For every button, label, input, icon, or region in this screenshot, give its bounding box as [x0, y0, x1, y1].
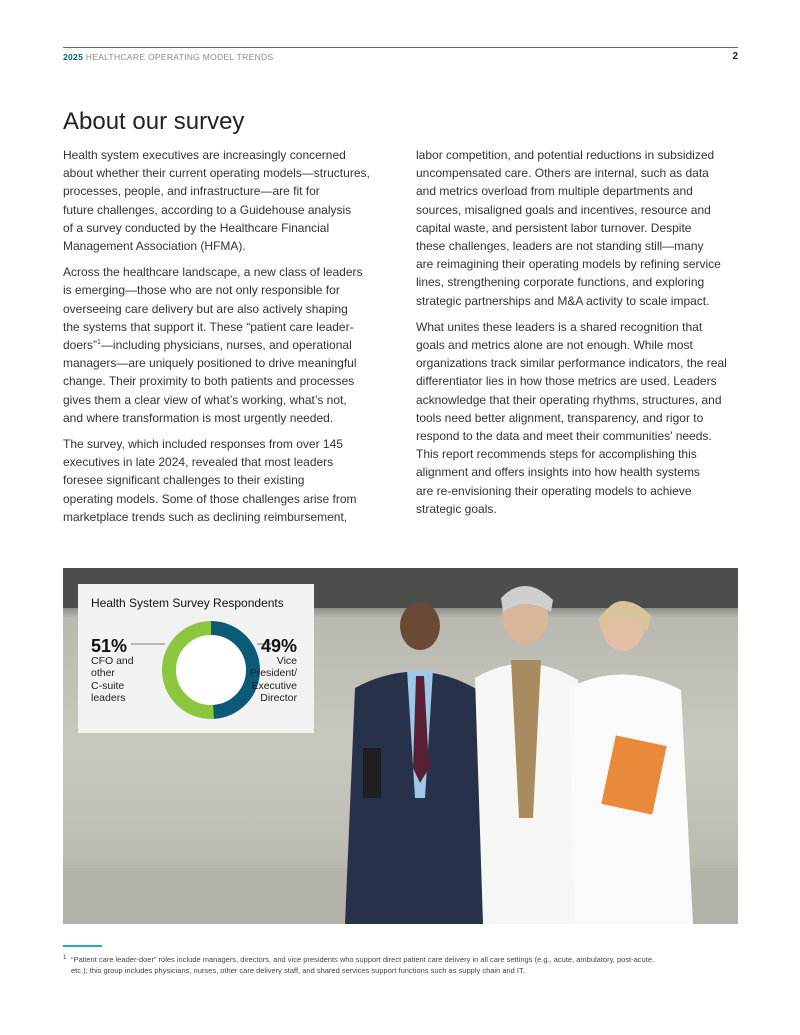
- paragraph-survey: [63, 435, 389, 526]
- left-column: [63, 146, 389, 534]
- page-number: 2: [732, 51, 738, 62]
- paragraph-leaders: [63, 263, 389, 427]
- header-title: [63, 52, 273, 62]
- text-fragment: —including physicians, nurses, and operational: [100, 338, 352, 353]
- text-line: Health system executives are increasingly concerned: [63, 148, 346, 162]
- chart-title: Health System Survey Respondents: [91, 596, 284, 610]
- paragraph-intro: [63, 146, 389, 255]
- person-doctor-female: [569, 601, 693, 924]
- text-line: the systems that support it. These “patient care leader-: [63, 319, 354, 334]
- label-line: Vice: [276, 655, 297, 667]
- footnote: [63, 955, 738, 976]
- text-line: are re-envisioning their operating models to achieve: [416, 483, 692, 498]
- text-line: change. Their proximity to both patients and processes: [63, 374, 355, 389]
- text-line: respond to the data and meet their communities’ needs.: [416, 429, 712, 444]
- text-line: executives in late 2024, revealed that most leaders: [63, 455, 334, 470]
- text-line-with-footnote: [63, 336, 389, 354]
- text-line: strategic partnerships and M&A activity to scale impact.: [416, 293, 710, 308]
- header-year: 2025: [63, 52, 84, 62]
- text-line: alignment and offers insights into how health systems: [416, 465, 700, 480]
- text-line: marketplace trends such as declining reimbursement,: [63, 509, 348, 524]
- category-label-left: [91, 655, 143, 705]
- doers-text: doers”: [63, 338, 98, 353]
- text-line: goals and metrics alone are not enough. While most: [416, 338, 693, 353]
- text-line: differentiator lies in how those metrics are used. Leaders: [416, 374, 717, 389]
- text-line: labor competition, and potential reductions in subsidized: [416, 148, 715, 162]
- value-label-right: 49%: [260, 636, 297, 656]
- text-line: operating models. Some of those challenges arise from: [63, 491, 357, 506]
- paragraph-challenges: [416, 146, 741, 310]
- text-line: about whether their current operating models—structures,: [63, 166, 370, 181]
- text-line: The survey, which included responses from over 145: [63, 437, 343, 452]
- page-header: [63, 47, 738, 62]
- footnote-divider: [63, 945, 102, 947]
- text-line: these challenges, leaders are not standing still—many: [416, 239, 704, 254]
- paragraph-unites: [416, 318, 741, 518]
- text-line: are reimagining their operating models by refining service: [416, 257, 721, 272]
- footnote-number: 1: [63, 955, 67, 961]
- label-line: leaders: [91, 692, 126, 705]
- text-line: uncompensated care. Others are internal, such as data: [416, 166, 709, 181]
- text-line: Across the healthcare landscape, a new class of leaders: [63, 265, 363, 280]
- text-line: lines, strengthening corporate functions, and exploring: [416, 275, 705, 290]
- label-line: C-suite: [91, 679, 125, 692]
- text-line: tools need better alignment, transparency, and rigor to: [416, 410, 704, 425]
- label-line: Director: [260, 692, 297, 705]
- category-label-right: [237, 655, 297, 705]
- label-line: Executive: [251, 679, 297, 692]
- text-line: What unites these leaders is a shared recognition that: [416, 319, 703, 334]
- page-title: About our survey: [63, 108, 245, 135]
- text-line: strategic goals.: [416, 501, 497, 516]
- text-line: Management Association (HFMA).: [63, 239, 246, 254]
- label-line: CFO and: [91, 655, 134, 667]
- text-line: managers—are uniquely positioned to drive meaningful: [63, 356, 357, 371]
- text-line: organizations track similar performance indicators, the real: [416, 356, 727, 371]
- footnote-reference[interactable]: 1: [97, 339, 101, 347]
- text-line: processes, people, and infrastructure—are fit for: [63, 184, 320, 199]
- text-line: This report recommends steps for accomplishing this: [416, 447, 697, 462]
- person-suit: [345, 602, 495, 924]
- text-line: is emerging—those who are not only responsible for: [63, 283, 340, 298]
- text-line: and metrics overload from multiple departments and: [416, 184, 693, 199]
- text-line: capital waste, and persistent labor turnover. Despite: [416, 220, 692, 235]
- text-line: and where transformation is most urgently needed.: [63, 410, 334, 425]
- right-column: [416, 146, 741, 526]
- text-line: of a survey conducted by the Healthcare Financial: [63, 220, 330, 235]
- footnote-line: etc.); this group includes physicians, nurses, other care delivery staff, and shared services support functions such as supply chain and IT.: [71, 965, 525, 975]
- text-line: foresee significant challenges to their existing: [63, 473, 305, 488]
- text-line: overseeing care delivery but are also actively shaping: [63, 301, 348, 316]
- text-line: future challenges, according to a Guidehouse analysis: [63, 202, 352, 217]
- label-line: other: [91, 667, 115, 680]
- text-line: gives them a clear view of what’s working, what’s not,: [63, 392, 347, 407]
- value-label-left: 51%: [91, 636, 128, 656]
- header-text: HEALTHCARE OPERATING MODEL TRENDS: [85, 52, 274, 62]
- label-line: President/: [249, 667, 297, 680]
- text-line: sources, misaligned goals and incentives, resource and: [416, 202, 711, 217]
- footnote-line: “Patient care leader-doer” roles include managers, directors, and vice presidents who support direct patient care delivery in all care settings (e.g., acute, ambulatory, post-acute,: [71, 955, 655, 964]
- chart-card: [78, 584, 314, 733]
- text-line: acknowledge that their operating rhythms, structures, and: [416, 392, 722, 407]
